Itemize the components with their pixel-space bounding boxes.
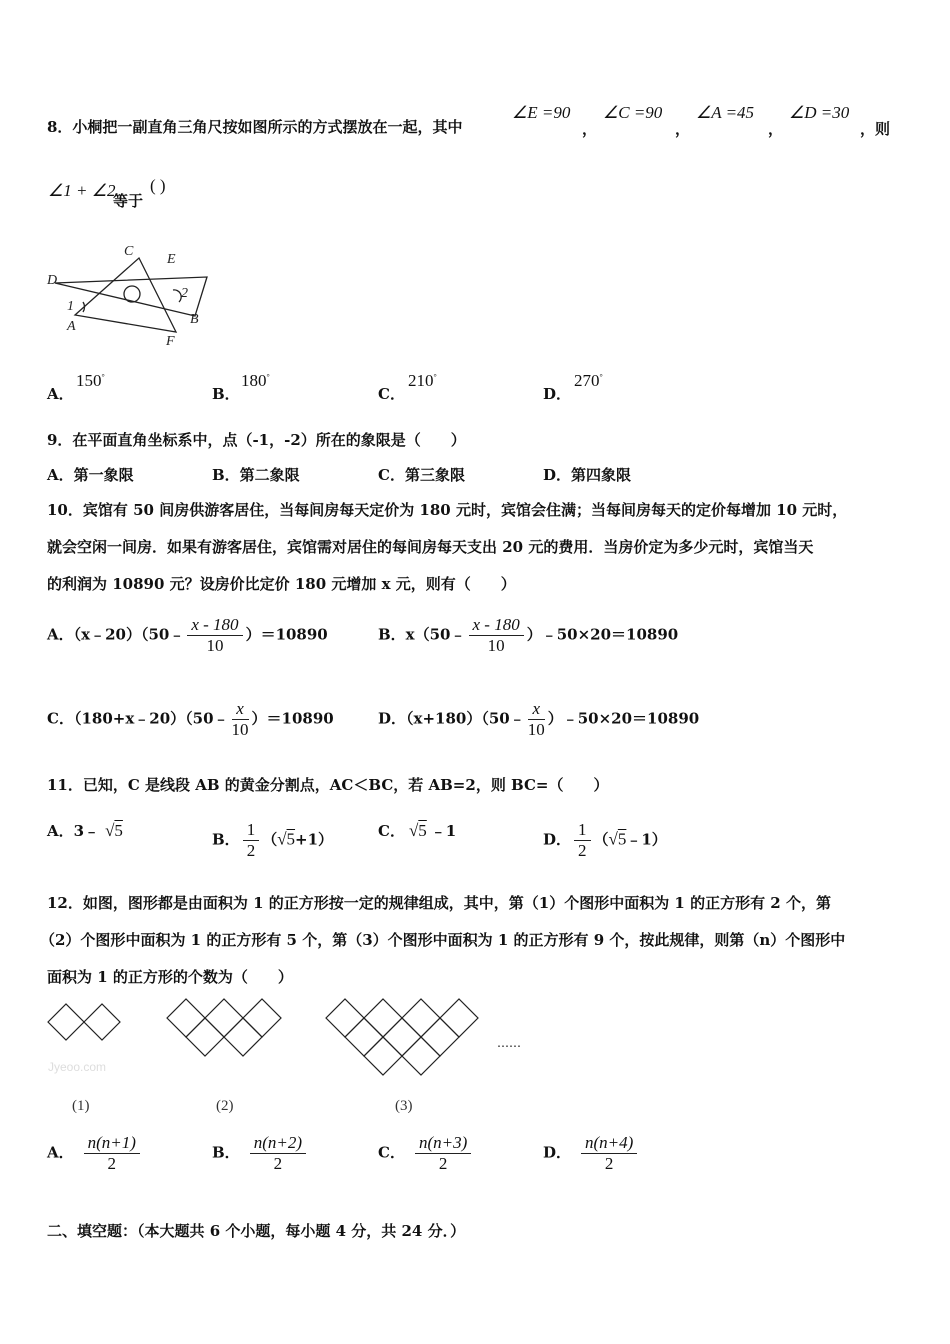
q12-option-a-letter: A． [47, 1143, 74, 1162]
q11-option-d[interactable] [543, 820, 667, 861]
q10-option-a[interactable] [47, 615, 328, 656]
q11-option-a[interactable] [47, 820, 123, 841]
q10-option-d[interactable] [378, 699, 699, 740]
pattern-1 [48, 1004, 120, 1040]
watermark: Jyeoo.com [48, 1060, 107, 1074]
q10-option-c-pre: C．（180+x﹣20）（50﹣ [47, 709, 229, 728]
q11-option-b-open: （ [262, 830, 278, 849]
q10-option-c[interactable] [47, 699, 334, 740]
q12-option-d-fraction: $\frac{n(n+4)}{2}$ [581, 1133, 637, 1174]
q8-sep-1: ， [582, 120, 598, 138]
q11-option-c[interactable] [378, 820, 456, 841]
q10-line-3: 的利润为 10890 元？设房价比定价 180 元增加 x 元，则有（ ） [47, 575, 516, 593]
q10-option-d-fraction: $\frac{x}{10}$ [527, 699, 545, 739]
q12-fig-label-2: (2) [216, 1098, 234, 1114]
q12-line-3: 面积为 1 的正方形的个数为（ ） [47, 968, 293, 986]
angle-2-arc [173, 290, 181, 302]
center-circle [124, 286, 140, 302]
q12-option-c-letter: C． [378, 1143, 405, 1162]
q11-option-d-open: （ [593, 830, 609, 849]
q9-option-b[interactable]: B．第二象限 [212, 466, 300, 484]
q11-option-d-post: ﹣1） [626, 830, 667, 849]
q8-expr: ∠1 + ∠2 [48, 181, 116, 200]
q12-ellipsis: …… [497, 1036, 521, 1050]
q10-option-c-post: ）＝10890 [251, 709, 334, 728]
q10-option-b-fraction: $\frac{x - 180}{10}$ [469, 615, 524, 656]
q10-option-a-pre: A．（x﹣20）（50﹣ [47, 625, 185, 644]
q8-option-a[interactable] [47, 383, 74, 404]
q11-option-c-letter: C． [378, 822, 405, 840]
q11-option-d-letter: D． [543, 830, 572, 849]
q11-option-b-post: +1） [295, 830, 334, 849]
q12-option-d-letter: D． [543, 1143, 572, 1162]
q12-option-b[interactable] [212, 1133, 309, 1174]
q10-option-a-fraction: $\frac{x - 180}{10}$ [187, 615, 242, 656]
q8-option-d-value: 270° [574, 371, 603, 390]
q8-then: ，则 [860, 120, 891, 138]
q8-option-d[interactable] [543, 383, 571, 404]
q8-option-a-letter: A． [47, 385, 74, 403]
q10-line-2: 就会空闲一间房．如果有游客居住，宾馆需对居住的每间房每天支出 20 元的费用．当房价定为多少元时，宾馆当天 [47, 538, 814, 556]
q10-option-b-post: ）﹣50×20＝10890 [526, 625, 679, 644]
q9-option-a[interactable]: A．第一象限 [47, 466, 134, 484]
q8-stem [47, 116, 462, 137]
q12-option-b-letter: B． [212, 1143, 240, 1162]
q12-option-a-fraction: $\frac{n(n+1)}{2}$ [84, 1133, 140, 1174]
q8-angle-e: ∠E =90 [512, 103, 571, 122]
q10-option-d-post: ）﹣50×20＝10890 [547, 709, 700, 728]
q8-sep-2: ， [675, 120, 691, 138]
label-d: D [47, 273, 58, 288]
q12-option-c-fraction: $\frac{n(n+3)}{2}$ [415, 1133, 471, 1174]
q12-option-b-fraction: $\frac{n(n+2)}{2}$ [250, 1133, 306, 1174]
q10-option-a-post: ）＝10890 [245, 625, 328, 644]
q12-fig-label-3: (3) [395, 1098, 413, 1114]
q12-line-1: 12．如图，图形都是由面积为 1 的正方形按一定的规律组成，其中，第（1）个图形中面积为 1 的正方形有 2 个，第 [47, 894, 831, 912]
q8-option-b-value: 180° [241, 371, 270, 390]
q12-pattern-figure [40, 995, 540, 1085]
q12-fig-label-1: (1) [72, 1098, 90, 1114]
q10-option-b[interactable] [378, 615, 678, 656]
q12-option-a[interactable] [47, 1133, 143, 1174]
q10-option-b-pre: B．x（50﹣ [378, 625, 466, 644]
q11-option-d-fraction: $\frac{1}{2}$ [574, 820, 591, 861]
q8-option-c[interactable] [378, 383, 405, 404]
q11-option-a-pre: A．3﹣ [47, 822, 100, 840]
q11-option-a-sqrt: √5 [105, 821, 123, 840]
label-c: C [124, 244, 134, 259]
q8-option-c-letter: C． [378, 385, 405, 403]
q12-line-2: （2）个图形中面积为 1 的正方形有 5 个，第（3）个图形中面积为 1 的正方形有 9 个，按此规律，则第（n）个图形中 [40, 931, 846, 949]
q8-option-c-value: 210° [408, 371, 437, 390]
q9-option-d[interactable]: D．第四象限 [543, 466, 632, 484]
q11-option-b[interactable] [212, 820, 333, 861]
pattern-3 [326, 999, 478, 1075]
label-e: E [167, 252, 176, 267]
section-2-heading: 二、填空题：（本大题共 6 个小题，每小题 4 分，共 24 分．） [47, 1222, 466, 1240]
q9-stem: 9．在平面直角坐标系中，点（-1，-2）所在的象限是（ ） [47, 431, 466, 449]
q11-option-c-post: ﹣1 [430, 822, 457, 840]
q8-angle-d: ∠D =30 [789, 103, 850, 122]
q8-option-b[interactable] [212, 383, 240, 404]
q11-option-b-letter: B． [212, 830, 240, 849]
q11-option-d-sqrt: √5 [608, 829, 627, 849]
label-f: F [166, 334, 175, 349]
label-b: B [190, 312, 199, 327]
label-1: 1 [67, 299, 74, 314]
q8-paren: ( ) [150, 176, 166, 195]
q10-line-1: 10．宾馆有 50 间房供游客居住，当每间房每天定价为 180 元时，宾馆会住满；当每间房每天的定价每增加 10 元时， [47, 501, 848, 519]
q8-equals: 等于 [113, 192, 144, 210]
q10-option-c-fraction: $\frac{x}{10}$ [231, 699, 249, 739]
q11-stem: 11．已知，C 是线段 AB 的黄金分割点，AC＜BC，若 AB=2，则 BC=（ ） [47, 776, 609, 794]
q11-option-c-sqrt: √5 [408, 821, 427, 840]
q8-angle-a: ∠A =45 [696, 103, 755, 122]
q8-option-b-letter: B． [212, 385, 240, 403]
q11-option-b-fraction: $\frac{1}{2}$ [243, 820, 260, 861]
q8-triangle-figure [45, 238, 215, 350]
q8-prefix: 8．小桐把一副直角三角尺按如图所示的方式摆放在一起，其中 [47, 118, 463, 136]
label-a: A [67, 319, 76, 334]
q9-option-c[interactable]: C．第三象限 [378, 466, 465, 484]
q8-option-d-letter: D． [543, 385, 572, 403]
q8-angle-c: ∠C =90 [603, 103, 663, 122]
q8-sep-3: ， [768, 120, 784, 138]
q8-option-a-value: 150° [76, 371, 105, 390]
q12-option-d[interactable] [543, 1133, 640, 1174]
q12-option-c[interactable] [378, 1133, 474, 1174]
q11-option-b-sqrt: √5 [277, 829, 296, 849]
label-2: 2 [181, 286, 188, 301]
q10-option-d-pre: D．（x+180）（50﹣ [378, 709, 525, 728]
pattern-2 [167, 999, 281, 1056]
triangle-acf [75, 258, 176, 332]
